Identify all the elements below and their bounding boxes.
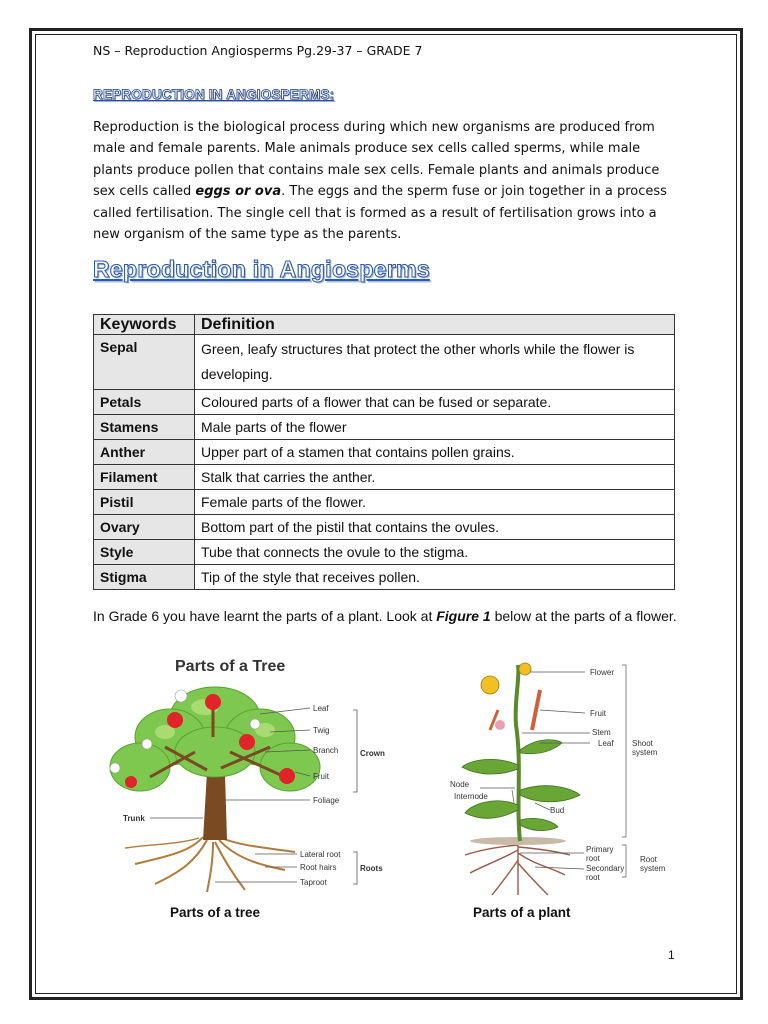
table-row — [94, 490, 675, 515]
page-number: 1 — [668, 948, 675, 962]
plant-label-root-system: system — [640, 864, 666, 873]
plant-label-secondary: Secondary — [586, 864, 625, 873]
label-roots: Roots — [360, 864, 383, 873]
label-branch: Branch — [313, 746, 339, 755]
definition-cell: Tube that connects the ovule to the stigma. — [195, 540, 675, 565]
definition-cell: Green, leafy structures that protect the other whorls while the flower is developing. — [195, 335, 675, 390]
table-row — [94, 465, 675, 490]
definition-cell: Stalk that carries the anther. — [195, 465, 675, 490]
table-row — [94, 415, 675, 440]
plant-caption: Parts of a plant — [473, 905, 571, 920]
figure-intro-paragraph — [93, 607, 683, 626]
table-row — [94, 390, 675, 415]
intro-emphasis: eggs or ova — [195, 184, 282, 200]
term-cell: Sepal — [94, 335, 195, 390]
plant-label-stem: Stem — [592, 728, 611, 737]
plant-stem — [516, 665, 520, 841]
term-cell: Filament — [94, 465, 195, 490]
big-title: Reproduction in Angiosperms — [93, 256, 430, 282]
header-keywords: Keywords — [94, 315, 195, 335]
plant-label-primary: Primary — [586, 845, 614, 854]
table-row — [94, 540, 675, 565]
plant-label-node: Node — [450, 780, 470, 789]
tree-figure — [95, 652, 400, 902]
plant-label-fruit: Fruit — [590, 709, 606, 718]
intro-text-2: . The eggs and the sperm fuse or join together in a process called fertilisation. The single cell that is formed as a result of fertilisation grows into a new organism of the same type as the parents. — [93, 184, 667, 243]
term-cell: Style — [94, 540, 195, 565]
plant-leaves — [462, 740, 580, 831]
term-cell: Stamens — [94, 415, 195, 440]
plant-flowers — [481, 663, 540, 730]
label-taproot: Taproot — [300, 878, 327, 887]
plant-label-shoot-system: system — [632, 748, 658, 757]
label-fruit: Fruit — [313, 772, 329, 781]
keywords-table — [93, 314, 675, 590]
plant-label-secondary-root: root — [586, 873, 600, 882]
label-crown: Crown — [360, 749, 385, 758]
plant-label-leaf: Leaf — [598, 739, 614, 748]
table-row — [94, 515, 675, 540]
header-definition: Definition — [195, 315, 675, 335]
figure-reference: Figure 1 — [436, 608, 491, 624]
term-cell: Stigma — [94, 565, 195, 590]
term-cell: Anther — [94, 440, 195, 465]
para2-text-1: In Grade 6 you have learnt the parts of a plant. Look at — [93, 608, 437, 624]
label-root-hairs: Root hairs — [300, 863, 337, 872]
tree-caption: Parts of a tree — [170, 905, 261, 920]
definition-cell: Coloured parts of a flower that can be fused or separate. — [195, 390, 675, 415]
table-row — [94, 335, 675, 390]
para2-text-2: below at the parts of a flower. — [490, 608, 677, 624]
page-header: NS – Reproduction Angiosperms Pg.29-37 – GRADE 7 — [93, 43, 423, 58]
intro-paragraph — [93, 117, 683, 245]
plant-label-internode: Internode — [454, 792, 488, 801]
definition-cell: Bottom part of the pistil that contains the ovules. — [195, 515, 675, 540]
plant-label-root: Root — [640, 855, 657, 864]
definition-cell: Female parts of the flower. — [195, 490, 675, 515]
definition-cell: Tip of the style that receives pollen. — [195, 565, 675, 590]
table-row — [94, 565, 675, 590]
table-row — [94, 440, 675, 465]
plant-label-shoot: Shoot — [632, 739, 653, 748]
definition-cell: Upper part of a stamen that contains pollen grains. — [195, 440, 675, 465]
label-trunk: Trunk — [123, 814, 145, 823]
section-title: REPRODUCTION IN ANGIOSPERMS: — [93, 87, 335, 102]
plant-label-bud: Bud — [550, 806, 565, 815]
tree-roots — [125, 837, 295, 892]
intro-text-1: Reproduction is the biological process during which new organisms are produced from male and female parents. Male animals produce sex cells called sperms, while male plants produce pollen that contains male sex cells. Female plants and animals produce sex cells called — [93, 120, 660, 200]
plant-label-primary-root: root — [586, 854, 600, 863]
term-cell: Pistil — [94, 490, 195, 515]
table-header-row — [94, 315, 675, 335]
label-twig: Twig — [313, 726, 330, 735]
label-leaf: Leaf — [313, 704, 329, 713]
label-lateral-root: Lateral root — [300, 850, 341, 859]
term-cell: Ovary — [94, 515, 195, 540]
plant-label-flower: Flower — [590, 668, 615, 677]
tree-title: Parts of a Tree — [175, 658, 286, 675]
label-foliage: Foliage — [313, 796, 340, 805]
plant-figure — [440, 655, 680, 900]
term-cell: Petals — [94, 390, 195, 415]
definition-cell: Male parts of the flower — [195, 415, 675, 440]
